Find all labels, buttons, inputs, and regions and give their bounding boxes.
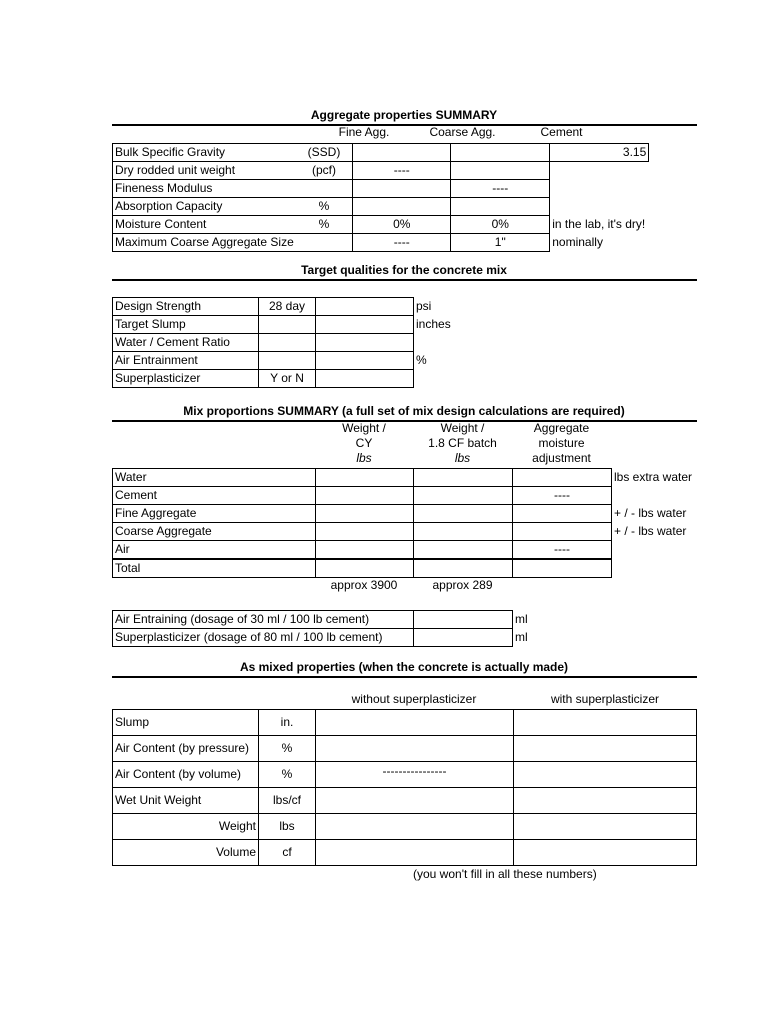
table-row [113, 234, 649, 252]
agg-label-cell: Dry rodded unit weight [113, 162, 296, 180]
agg-unit-cell [296, 180, 353, 198]
mix-batch-cell[interactable] [414, 505, 513, 523]
mix-cy-cell[interactable] [316, 559, 414, 578]
header-line: Aggregate [533, 421, 590, 435]
table-row [113, 334, 494, 352]
admix-label-cell: Superplasticizer (dosage of 80 ml / 100 lb cement) [113, 629, 414, 647]
agg-coarse-cell[interactable] [451, 162, 550, 180]
table-row [113, 736, 697, 762]
target-label-cell: Water / Cement Ratio [113, 334, 259, 352]
col-header-coarse-agg: Coarse Agg. [429, 125, 496, 139]
target-value-cell[interactable] [316, 370, 414, 388]
agg-cement-cell [550, 162, 649, 180]
mixed-unit-cell: % [259, 736, 316, 762]
mix-adj-cell[interactable] [513, 523, 612, 541]
mix-adj-cell[interactable] [513, 505, 612, 523]
target-unit-cell: Y or N [259, 370, 316, 388]
target-label-cell: Design Strength [113, 298, 259, 316]
agg-fine-cell[interactable]: ---- [353, 234, 451, 252]
target-label-cell: Superplasticizer [113, 370, 259, 388]
target-unit-cell [259, 316, 316, 334]
agg-coarse-cell[interactable] [451, 198, 550, 216]
table-row [113, 762, 697, 788]
mixed-label-cell: Air Content (by pressure) [113, 736, 259, 762]
mixed-unit-cell: cf [259, 840, 316, 866]
agg-fine-cell[interactable]: ---- [353, 162, 451, 180]
mix-adj-cell[interactable]: ---- [513, 541, 612, 560]
mixed-with-cell[interactable] [514, 762, 697, 788]
target-note-cell: psi [416, 299, 432, 313]
mix-batch-cell[interactable] [414, 487, 513, 505]
col-header-weight-cy [315, 421, 413, 466]
mix-cy-cell[interactable] [316, 487, 414, 505]
header-line: Weight / [440, 421, 485, 435]
mixed-without-cell[interactable] [316, 710, 514, 736]
admix-unit-cell: ml [515, 612, 528, 626]
mix-label-cell: Fine Aggregate [113, 505, 316, 523]
mix-note-cell [612, 559, 702, 578]
agg-coarse-cell[interactable] [451, 144, 550, 162]
col-header-moisture-adjustment [512, 421, 611, 466]
table-row [113, 788, 697, 814]
mixed-label-cell: Air Content (by volume) [113, 762, 259, 788]
admix-value-cell[interactable] [414, 629, 513, 647]
target-note-cell: % [416, 353, 427, 367]
agg-cement-cell [550, 198, 649, 216]
table-row [113, 216, 649, 234]
header-line: lbs [356, 451, 372, 465]
mix-cy-cell[interactable] [316, 523, 414, 541]
target-note-cell [414, 370, 494, 388]
agg-label-cell: Bulk Specific Gravity [113, 144, 296, 162]
footnote: (you won't fill in all these numbers) [413, 867, 597, 881]
table-row [113, 629, 553, 647]
agg-unit-cell [296, 234, 353, 252]
table-row [113, 814, 697, 840]
mix-batch-cell[interactable] [414, 469, 513, 487]
as-mixed-title: As mixed properties (when the concrete is actually made) [239, 660, 569, 674]
agg-cement-cell [550, 180, 649, 198]
target-unit-cell [259, 352, 316, 370]
mixed-unit-cell: lbs/cf [259, 788, 316, 814]
admix-label-cell: Air Entraining (dosage of 30 ml / 100 lb cement) [113, 611, 414, 629]
agg-coarse-cell[interactable]: 0% [451, 216, 550, 234]
approx-batch-note: approx 289 [432, 578, 493, 592]
mix-label-cell: Total [113, 559, 316, 578]
approx-cy-note: approx 3900 [330, 578, 398, 592]
admix-unit-cell: ml [515, 630, 528, 644]
mix-cy-cell[interactable] [316, 541, 414, 560]
mixed-with-cell[interactable] [514, 840, 697, 866]
agg-coarse-cell[interactable]: 1" [451, 234, 550, 252]
mixed-unit-cell: lbs [259, 814, 316, 840]
mixed-without-cell[interactable]: ---------------- [316, 762, 514, 788]
agg-fine-cell[interactable] [353, 144, 451, 162]
mixed-with-cell[interactable] [514, 814, 697, 840]
admix-value-cell[interactable] [414, 611, 513, 629]
mixed-without-cell[interactable] [316, 736, 514, 762]
header-line: Weight / [342, 421, 386, 435]
aggregate-properties-table [112, 143, 649, 252]
aggregate-summary-title: Aggregate properties SUMMARY [310, 108, 498, 122]
agg-unit-cell: (pcf) [296, 162, 353, 180]
mixed-label-cell: Volume [113, 840, 259, 866]
mix-batch-cell[interactable] [414, 559, 513, 578]
table-row [113, 559, 702, 578]
mixed-unit-cell: in. [259, 710, 316, 736]
agg-label-cell: Moisture Content [113, 216, 296, 234]
mix-summary-title: Mix proportions SUMMARY (a full set of mix design calculations are required) [183, 404, 625, 418]
agg-note-cell: nominally [552, 235, 603, 249]
agg-note-cell: in the lab, it's dry! [552, 217, 646, 231]
mixed-with-cell[interactable] [514, 710, 697, 736]
header-line: 1.8 CF batch [428, 436, 497, 450]
mix-note-cell: lbs extra water [614, 470, 693, 484]
agg-fine-cell[interactable] [353, 198, 451, 216]
agg-label-cell: Maximum Coarse Aggregate Size [113, 234, 296, 252]
target-qualities-title: Target qualities for the concrete mix [301, 263, 507, 277]
target-label-cell: Target Slump [113, 316, 259, 334]
table-row [113, 198, 649, 216]
table-row [113, 298, 494, 316]
mix-label-cell: Cement [113, 487, 316, 505]
target-unit-cell: 28 day [259, 298, 316, 316]
mix-note-cell: + / - lbs water [614, 524, 687, 538]
mix-label-cell: Water [113, 469, 316, 487]
header-line: CY [355, 436, 373, 450]
agg-coarse-cell[interactable]: ---- [451, 180, 550, 198]
target-qualities-table [112, 297, 494, 388]
table-row [113, 162, 649, 180]
mix-note-cell [612, 541, 702, 560]
agg-label-cell: Absorption Capacity [113, 198, 296, 216]
mix-batch-cell[interactable] [414, 523, 513, 541]
table-row [113, 523, 702, 541]
col-header-weight-batch [413, 421, 512, 466]
as-mixed-table [112, 709, 697, 866]
target-note-cell [414, 334, 494, 352]
target-note-cell: inches [416, 317, 451, 331]
target-value-cell[interactable] [316, 334, 414, 352]
mixed-without-cell[interactable] [316, 788, 514, 814]
mixed-with-cell[interactable] [514, 736, 697, 762]
agg-unit-cell: (SSD) [296, 144, 353, 162]
header-line: adjustment [532, 451, 591, 465]
target-qualities-rule [112, 279, 697, 281]
col-header-cement: Cement [540, 125, 583, 139]
table-row [113, 710, 697, 736]
mixed-with-cell[interactable] [514, 788, 697, 814]
table-row [113, 505, 702, 523]
mix-label-cell: Air [113, 541, 316, 560]
mixed-label-cell: Slump [113, 710, 259, 736]
agg-label-cell: Fineness Modulus [113, 180, 296, 198]
agg-unit-cell: % [296, 198, 353, 216]
mix-adj-cell[interactable] [513, 469, 612, 487]
table-row [113, 469, 702, 487]
target-value-cell[interactable] [316, 352, 414, 370]
agg-fine-cell[interactable] [353, 180, 451, 198]
mix-cy-cell[interactable] [316, 469, 414, 487]
agg-fine-cell[interactable]: 0% [353, 216, 451, 234]
mix-cy-cell[interactable] [316, 505, 414, 523]
header-line: lbs [454, 451, 471, 465]
table-row [113, 541, 702, 560]
target-value-cell[interactable] [316, 316, 414, 334]
target-value-cell[interactable] [316, 298, 414, 316]
mix-note-cell [612, 487, 702, 505]
mix-batch-cell[interactable] [414, 541, 513, 560]
mix-proportions-table [112, 468, 702, 578]
mix-note-cell: + / - lbs water [614, 506, 687, 520]
mix-adj-cell[interactable] [513, 559, 612, 578]
table-row [113, 611, 553, 629]
table-row [113, 316, 494, 334]
header-line: moisture [538, 436, 585, 450]
mix-label-cell: Coarse Aggregate [113, 523, 316, 541]
mixed-label-cell: Weight [113, 814, 259, 840]
table-row [113, 840, 697, 866]
table-row [113, 144, 649, 162]
col-header-with-superplasticizer: with superplasticizer [550, 692, 660, 706]
agg-cement-cell[interactable]: 3.15 [550, 144, 649, 162]
mixed-label-cell: Wet Unit Weight [113, 788, 259, 814]
as-mixed-rule [112, 676, 697, 678]
col-header-without-superplasticizer: without superplasticizer [351, 692, 477, 706]
table-row [113, 370, 494, 388]
table-row [113, 352, 494, 370]
table-row [113, 487, 702, 505]
admixture-table [112, 610, 553, 647]
target-label-cell: Air Entrainment [113, 352, 259, 370]
mixed-without-cell[interactable] [316, 814, 514, 840]
table-row [113, 180, 649, 198]
mixed-unit-cell: % [259, 762, 316, 788]
target-unit-cell [259, 334, 316, 352]
col-header-fine-agg: Fine Agg. [338, 125, 390, 139]
mix-adj-cell[interactable]: ---- [513, 487, 612, 505]
mixed-without-cell[interactable] [316, 840, 514, 866]
agg-unit-cell: % [296, 216, 353, 234]
